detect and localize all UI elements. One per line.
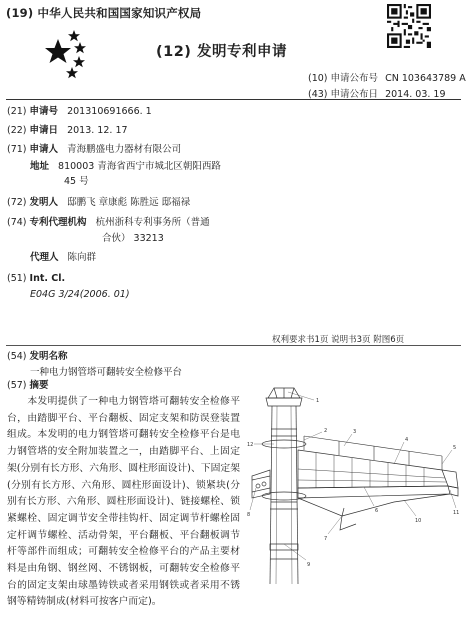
field-code: (54) — [7, 351, 27, 362]
address-line: 810003 青海省西宁市城北区朝阳西路 — [58, 161, 221, 172]
page-count-info: 权利要求书1页 说明书3页 附图6页 — [272, 335, 405, 345]
figure-label: 4 — [405, 437, 409, 443]
application-date: 2013. 12. 17 — [67, 125, 128, 136]
figure-label: 10 — [415, 518, 422, 524]
agent-name: 陈向群 — [67, 252, 97, 263]
field-code: (71) — [7, 144, 27, 155]
publication-number-label: (10) 申请公布号 — [308, 73, 379, 84]
figure-label: 6 — [375, 508, 379, 514]
publication-date — [308, 86, 446, 100]
field-code: (22) — [7, 125, 27, 136]
figure-label: 3 — [353, 429, 357, 435]
field-label: 代理人 — [30, 252, 59, 263]
abstract-body: 本发明提供了一种电力钢管塔可翻转安全检修平台，由踏脚平台、平台翻板、固定支架和防误登装置组成。本发明的电力钢管塔可翻转安全检修平台是电力钢管塔的安全附加装置之一，由踏脚平台、上固定架(分别有长方形、六角形、圆柱形面设计)、下固定架(分别有长方形、六角形、圆柱形面设计)、锁紧块(分别有长方形、六角形、圆柱形面设计)、链接螺栓、锁紧螺栓、固定调节安全带挂钩杆、固定调节杆螺栓固定杆调节螺栓、活动骨架，平台翻板、平台翻板调节杆等部件而组成；可翻转安全检修平台的产品主要材料是由角钢、钢丝网、不锈钢板，可翻转安全检修平台的固定支架由球墨铸铁或者采用钢铁或者采用不锈钢等精铸制成(材料可按客户而定)。 — [7, 396, 240, 608]
office-name: (19) 中华人民共和国国家知识产权局 — [6, 6, 202, 20]
application-number: 201310691666. 1 — [67, 106, 152, 117]
national-emblem-stars-icon — [28, 27, 108, 97]
field-code: (57) — [7, 380, 27, 391]
address-row — [30, 160, 221, 174]
applicant-row — [7, 143, 181, 157]
abstract-heading — [7, 379, 49, 393]
figure-label: 8 — [247, 512, 251, 518]
agent-row — [30, 251, 96, 265]
inventors-row — [7, 196, 190, 210]
field-code: (72) — [7, 197, 27, 208]
invention-title-heading — [7, 350, 68, 364]
field-label: 申请号 — [29, 106, 59, 117]
application-date-row — [7, 124, 128, 138]
figure-label: 12 — [247, 442, 254, 448]
agency-name: 杭州浙科专利事务所（普通 — [95, 217, 210, 228]
section-divider — [6, 345, 461, 346]
field-code: (74) — [7, 217, 27, 228]
field-code: (51) — [7, 273, 27, 284]
ipc-row — [7, 272, 65, 286]
agency-row — [7, 216, 210, 230]
publication-number-value: CN 103643789 A — [385, 73, 466, 84]
publication-date-label: (43) 申请公布日 — [308, 89, 379, 100]
figure-reference-numbers — [247, 398, 459, 568]
figure-label: 9 — [307, 562, 311, 568]
field-label: 专利代理机构 — [29, 217, 87, 228]
field-label: 发明名称 — [29, 351, 68, 362]
field-label: Int. Cl. — [29, 273, 66, 284]
publication-number — [308, 70, 466, 84]
figure-label: 2 — [324, 428, 328, 434]
field-label: 摘要 — [29, 380, 49, 391]
address-line-2: 45 号 — [64, 176, 89, 187]
figure-label: 7 — [324, 536, 328, 542]
field-label: 发明人 — [29, 197, 59, 208]
field-label: 地址 — [30, 161, 50, 172]
applicant-name: 青海鹏盛电力器材有限公司 — [67, 144, 182, 155]
inventor-names: 邸鹏飞 章康彪 陈胜远 邸福禄 — [67, 197, 191, 208]
abstract-drawing — [244, 384, 462, 589]
field-label: 申请人 — [29, 144, 59, 155]
field-code: (21) — [7, 106, 27, 117]
figure-label: 5 — [453, 445, 457, 451]
invention-title: 一种电力钢管塔可翻转安全检修平台 — [30, 367, 183, 378]
publication-date-value: 2014. 03. 19 — [385, 89, 446, 100]
header-divider — [6, 99, 461, 100]
ipc-classification: E04G 3/24(2006. 01) — [30, 289, 130, 300]
qr-code-icon — [387, 4, 431, 48]
agency-name-line-2: 合伙） 33213 — [102, 233, 164, 244]
figure-label: 11 — [453, 510, 460, 516]
document-type: (12) 发明专利申请 — [156, 44, 287, 60]
field-label: 申请日 — [29, 125, 59, 136]
application-number-row — [7, 105, 152, 119]
figure-label: 1 — [316, 398, 320, 404]
abstract-text — [7, 394, 240, 611]
